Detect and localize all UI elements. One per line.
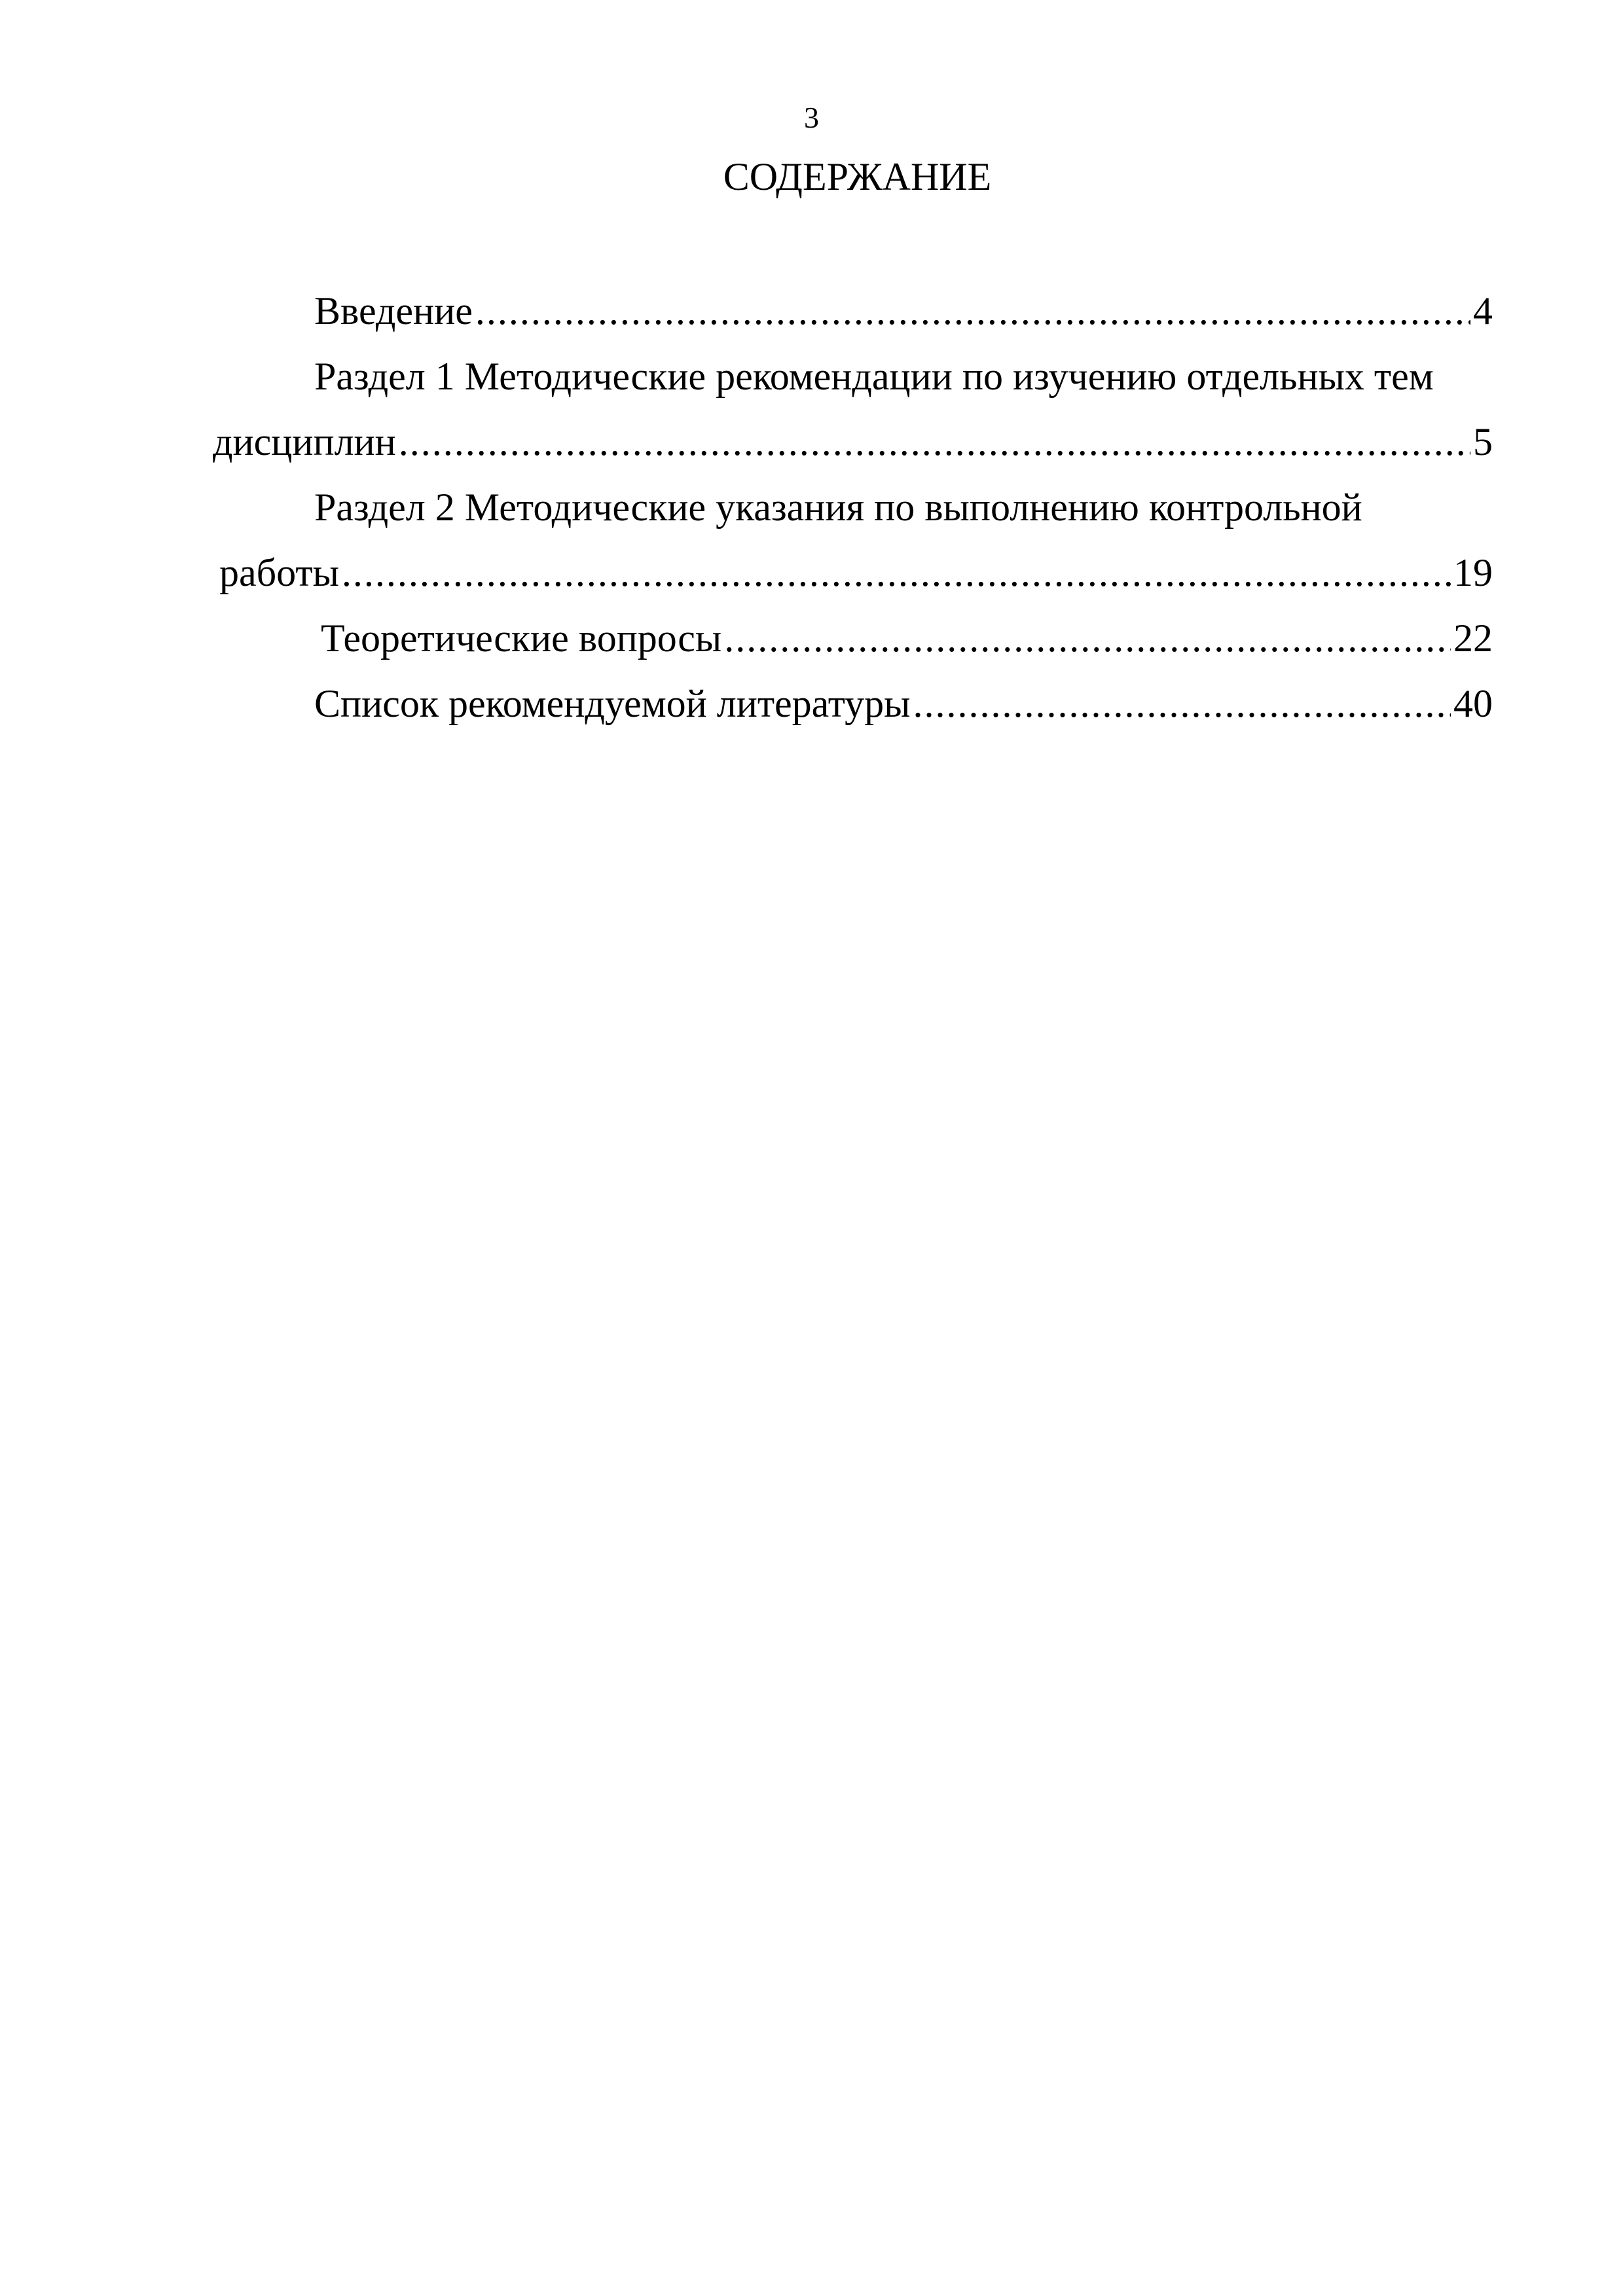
toc-leader — [342, 547, 1451, 599]
page-title: СОДЕРЖАНИЕ — [723, 155, 992, 198]
toc-entry-section2-page: 19 — [1453, 551, 1493, 594]
toc-entry-section2-line1[interactable]: Раздел 2 Методические указания по выполнению контрольной — [314, 486, 1362, 529]
toc-entry-section1-label: дисциплин — [213, 420, 396, 463]
toc-entry-literature[interactable] — [314, 677, 1493, 730]
toc-entry-questions-page: 22 — [1453, 617, 1493, 660]
toc-leader — [399, 416, 1470, 468]
toc-entry-section2-label: работы — [219, 551, 339, 594]
toc-entry-section1-line1[interactable]: Раздел 1 Методические рекомендации по изучению отдельных тем — [314, 355, 1434, 398]
toc-entry-questions[interactable] — [321, 612, 1493, 664]
toc-entry-literature-label: Список рекомендуемой литературы — [314, 682, 911, 725]
toc-leader — [475, 285, 1470, 337]
toc-entry-section2[interactable] — [219, 547, 1493, 599]
toc-entry-section1-page: 5 — [1473, 420, 1493, 463]
toc-entry-questions-label: Теоретические вопросы — [321, 617, 722, 660]
toc-entry-intro-label: Введение — [314, 289, 473, 332]
page-number: 3 — [804, 101, 819, 134]
toc-leader — [724, 612, 1451, 664]
toc-entry-literature-page: 40 — [1453, 682, 1493, 725]
toc-entry-intro-page: 4 — [1473, 289, 1493, 332]
toc-leader — [913, 677, 1451, 730]
toc-entry-section1[interactable] — [213, 416, 1493, 468]
toc-entry-intro[interactable] — [314, 285, 1493, 337]
